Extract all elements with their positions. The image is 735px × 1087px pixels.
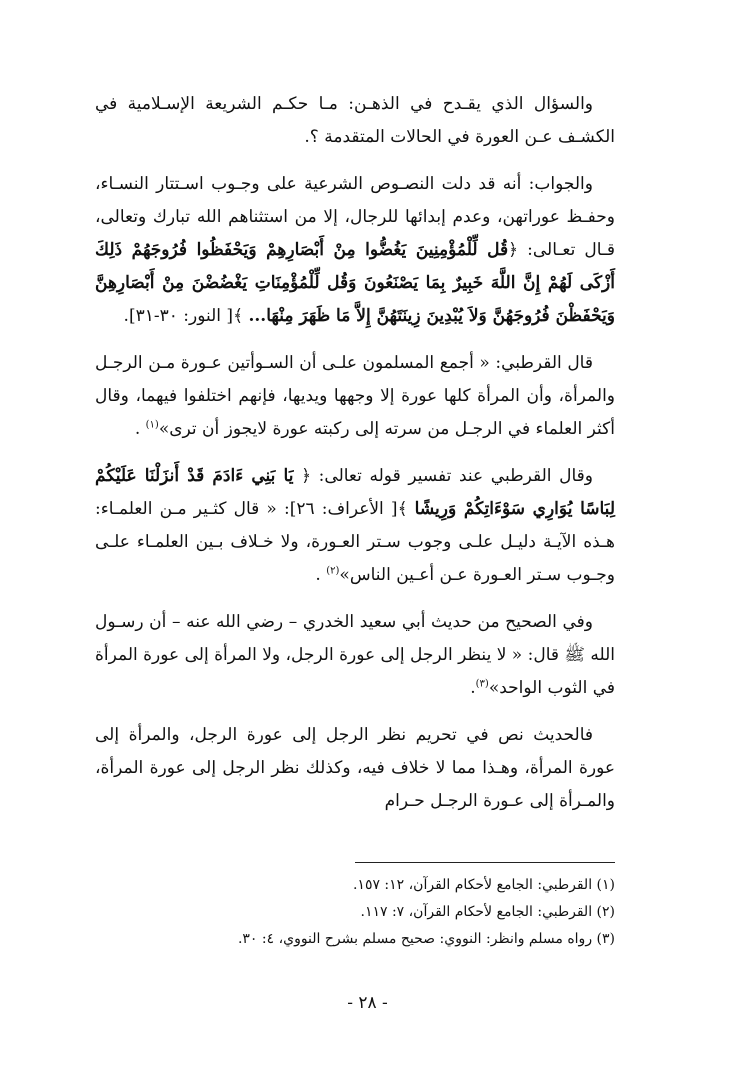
footnote-divider	[355, 862, 615, 863]
verse-text-an-nur: قُل لِّلْمُؤْمِنِينَ يَغُضُّوا مِنْ أَبْصَارِهِمْ وَيَحْفَظُوا فُرُوجَهُمْ ذَلِكَ أَزْكَى لَهُمْ إِنَّ اللَّهَ خَبِيرٌ بِمَا يَصْنَعُونَ وَقُل لِّلْمُؤْمِنَاتِ يَغْضُضْنَ مِنْ أَبْصَارِهِنَّ وَيَحْفَظْنَ فُرُوجَهُنَّ وَلاَ يُبْدِينَ زِينَتَهُنَّ إِلاَّ مَا ظَهَرَ مِنْهَا...	[95, 240, 615, 326]
paragraph-hadith	[95, 606, 615, 705]
qurtubi-quote-end: .	[134, 419, 146, 439]
page-body	[95, 88, 615, 832]
verse-open-bracket: ﴿	[508, 240, 519, 260]
paragraph-hadith-explanation: فالحديث نص في تحريم نظر الرجل إلى عورة الرجل، والمرأة إلى عورة المرأة، وهـذا مما لا خلاف فيه، وكذلك نظر الرجل إلى عورة المرأة، والمـرأة إلى عـورة الرجـل حـرام	[95, 725, 615, 811]
hadith-end: .	[470, 678, 476, 698]
verse-text-al-araf: يَا بَنِي ءَادَمَ قَدْ أَنزَلْنَا عَلَيْكُمْ لِبَاسًا يُوَارِي سَوْءَاتِكُمْ وَرِيشًا	[95, 466, 615, 519]
tafsir-intro-text: وقال القرطبي عند تفسير قوله تعالى:	[311, 466, 593, 486]
footnotes	[95, 872, 615, 953]
qurtubi-quote-text: قال القرطبي: « أجمع المسلمون علـى أن السـوأتين عـورة مـن الرجـل والمرأة، وأن المرأة كلها عورة إلا وجهها ويديها، فإنهم اختلفوا فيهما، وقال أكثر العلماء في الرجـل من سرته إلى ركبته عورة لايجوز أن ترى»	[95, 353, 615, 439]
verse-open-bracket: ﴿	[293, 466, 312, 486]
paragraph-answer	[95, 168, 615, 333]
footnote-1: (١) القرطبي: الجامع لأحكام القرآن، ١٢: ١٥٧.	[352, 877, 615, 893]
footnote-ref-3[interactable]: (٣)	[475, 678, 489, 690]
hadith-text: وفي الصحيح من حديث أبي سعيد الخدري – رضي الله عنه – أن رسـول الله ﷺ قال: « لا ينظر الرجل إلى عورة الرجل، ولا المرأة إلى عورة المرأة في الثوب الواحد»	[95, 612, 615, 698]
verse-reference-an-nur: [ النور: ٣٠-٣١].	[123, 306, 234, 326]
footnote-3: (٣) رواه مسلم وانظر: النووي: صحيح مسلم بشرح النووي، ٤: ٣٠.	[237, 931, 615, 947]
verse-close-bracket: ﴾	[233, 306, 249, 326]
verse-close-bracket: ﴾	[397, 499, 415, 519]
paragraph-qurtubi-quote	[95, 347, 615, 446]
page-number: - ٢٨ -	[347, 993, 388, 1013]
footnote-ref-1[interactable]: (١)	[145, 419, 159, 431]
paragraph-question: والسؤال الذي يقـدح في الذهـن: مـا حكـم الشريعة الإسـلامية في الكشـف عـن العورة في الحالات المتقدمة ؟.	[95, 94, 615, 147]
footnote-2: (٢) القرطبي: الجامع لأحكام القرآن، ٧: ١١٧.	[360, 904, 615, 920]
tafsir-end: .	[315, 565, 327, 585]
paragraph-qurtubi-tafsir	[95, 460, 615, 592]
tafsir-text: [ الأعراف: ٢٦]: « قال كثـير مـن العلمـاء: هـذه الآيـة دليـل علـى وجوب سـتر العـورة، ولا خـلاف بـين العلمـاء علـى وجـوب سـتر العـورة عـن أعـين الناس»	[95, 499, 615, 585]
footnote-ref-2[interactable]: (٢)	[326, 565, 340, 577]
answer-intro-text: والجواب: أنه قد دلت النصـوص الشرعية على وجـوب اسـتتار النسـاء، وحفـظ عوراتهن، وعدم إبدائها للرجال، إلا من استثناهم الله تبارك وتعالى، قـال تعـالى:	[95, 174, 615, 260]
